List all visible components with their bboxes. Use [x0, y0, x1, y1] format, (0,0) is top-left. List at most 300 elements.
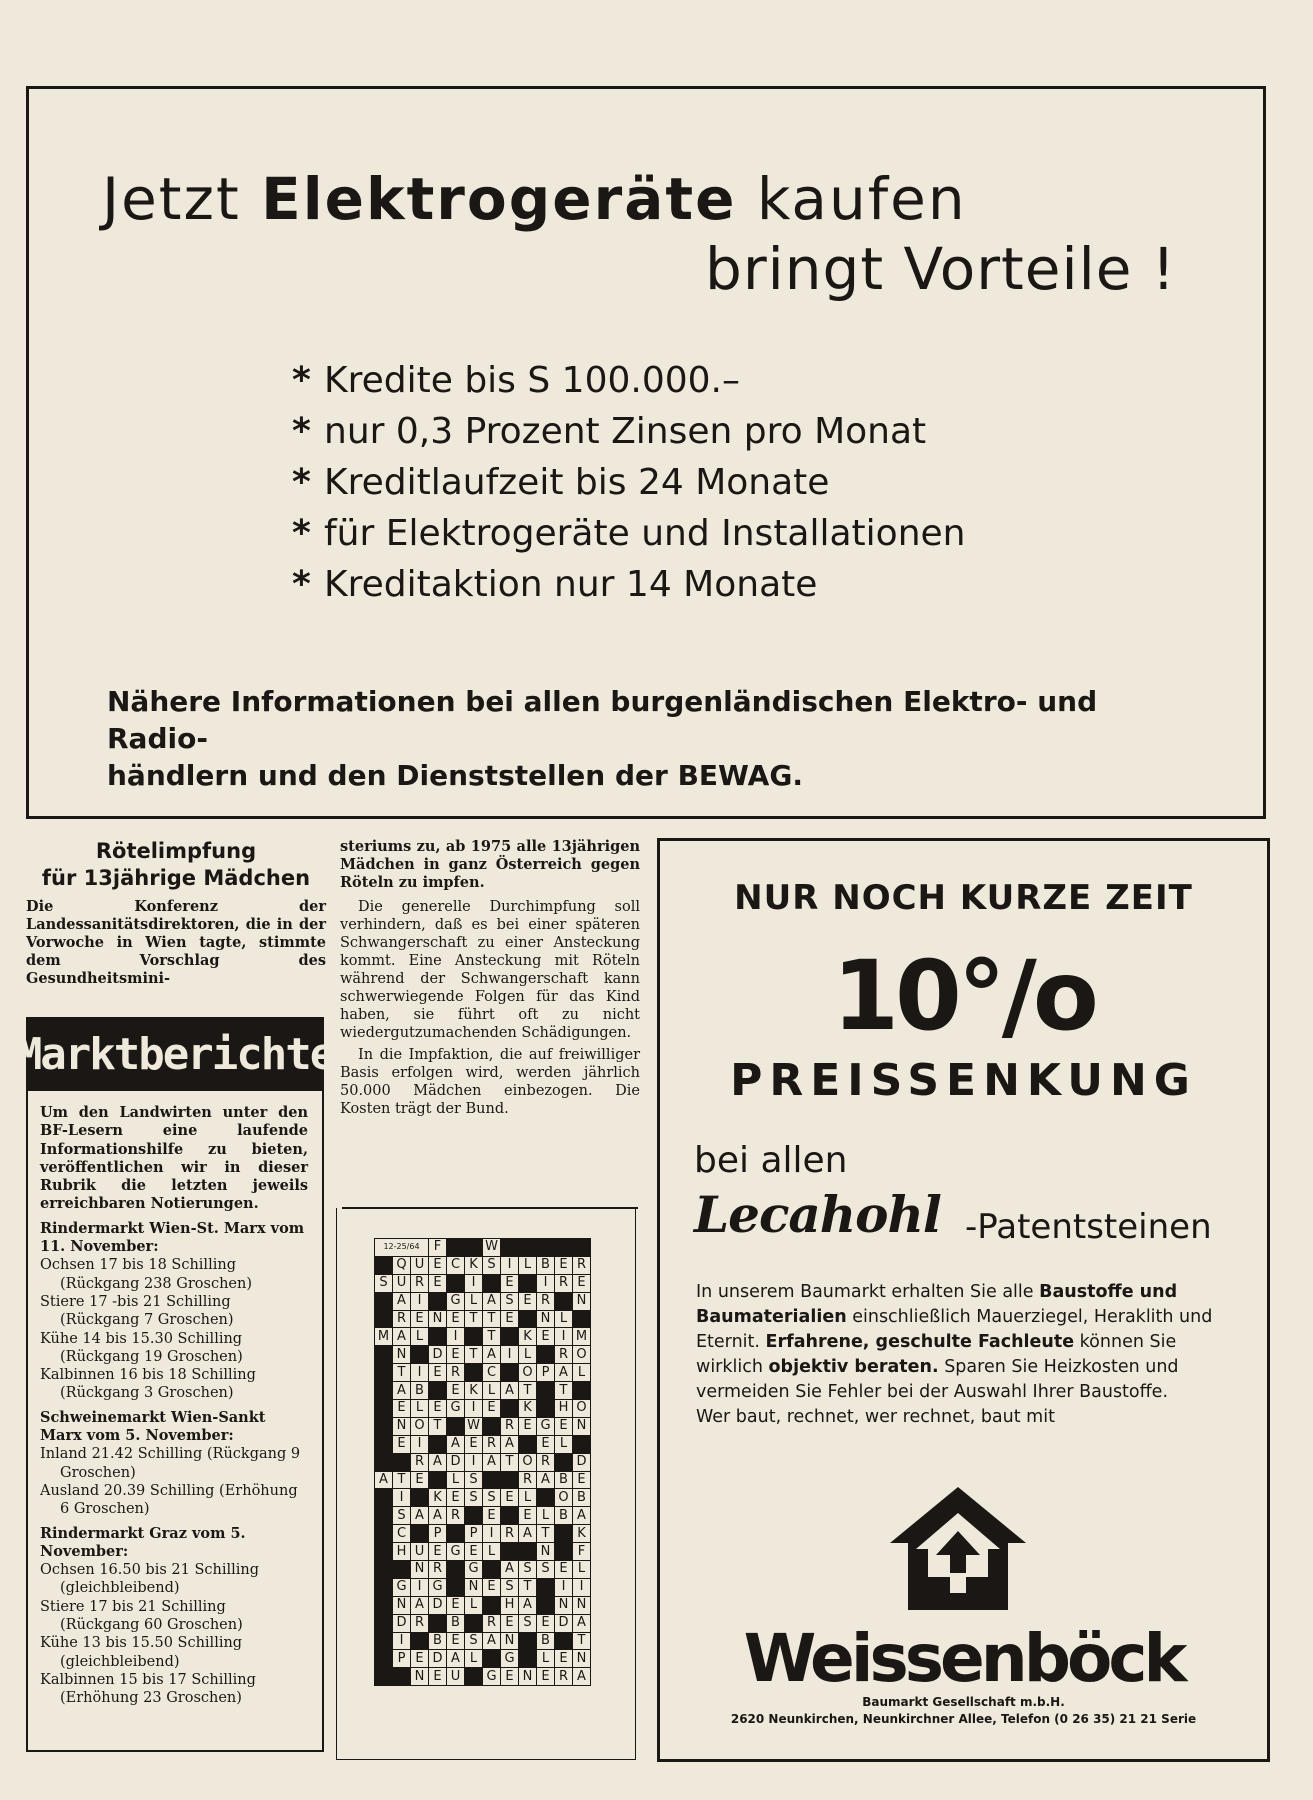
puzzle-letter-cell: L	[483, 1382, 501, 1400]
puzzle-letter-cell: I	[555, 1328, 573, 1346]
puzzle-black-cell	[429, 1435, 447, 1453]
puzzle-letter-cell: E	[411, 1650, 429, 1668]
puzzle-letter-cell: N	[573, 1292, 591, 1310]
puzzle-row	[375, 1435, 591, 1453]
puzzle-letter-cell: B	[555, 1471, 573, 1489]
puzzle-letter-cell: I	[483, 1525, 501, 1543]
puzzle-row	[375, 1239, 591, 1257]
puzzle-row	[375, 1417, 591, 1435]
puzzle-letter-cell: E	[519, 1507, 537, 1525]
puzzle-letter-cell: I	[465, 1400, 483, 1418]
puzzle-black-cell	[501, 1507, 519, 1525]
puzzle-black-cell	[375, 1256, 393, 1274]
puzzle-black-cell	[483, 1274, 501, 1292]
puzzle-letter-cell: P	[429, 1525, 447, 1543]
puzzle-row	[375, 1400, 591, 1418]
market-report-banner: Marktberichte	[26, 1017, 324, 1091]
puzzle-letter-cell: L	[465, 1292, 483, 1310]
puzzle-letter-cell: G	[393, 1578, 411, 1596]
puzzle-black-cell	[465, 1507, 483, 1525]
puzzle-letter-cell: D	[555, 1614, 573, 1632]
puzzle-letter-cell: E	[501, 1489, 519, 1507]
puzzle-black-cell	[573, 1435, 591, 1453]
puzzle-letter-cell: K	[573, 1525, 591, 1543]
puzzle-letter-cell: I	[393, 1632, 411, 1650]
puzzle-letter-cell: R	[519, 1471, 537, 1489]
puzzle-black-cell	[519, 1543, 537, 1561]
puzzle-letter-cell: K	[519, 1328, 537, 1346]
puzzle-letter-cell: R	[411, 1453, 429, 1471]
puzzle-black-cell	[519, 1435, 537, 1453]
puzzle-letter-cell: I	[411, 1364, 429, 1382]
puzzle-letter-cell: L	[573, 1561, 591, 1579]
puzzle-letter-cell: U	[447, 1668, 465, 1686]
puzzle-letter-cell: E	[555, 1561, 573, 1579]
puzzle-letter-cell: L	[465, 1650, 483, 1668]
puzzle-letter-cell: G	[501, 1650, 519, 1668]
company-subtitle: Baumarkt Gesellschaft m.b.H.	[862, 1695, 1065, 1709]
puzzle-letter-cell: A	[573, 1668, 591, 1686]
puzzle-letter-cell: A	[393, 1382, 411, 1400]
puzzle-letter-cell: E	[519, 1292, 537, 1310]
puzzle-letter-cell: E	[555, 1417, 573, 1435]
puzzle-letter-cell: N	[573, 1596, 591, 1614]
puzzle-letter-cell: O	[519, 1453, 537, 1471]
puzzle-black-cell	[501, 1239, 519, 1257]
puzzle-black-cell	[393, 1561, 411, 1579]
puzzle-letter-cell: L	[483, 1543, 501, 1561]
puzzle-letter-cell: E	[429, 1543, 447, 1561]
puzzle-row	[375, 1292, 591, 1310]
puzzle-row	[375, 1346, 591, 1364]
puzzle-row	[375, 1650, 591, 1668]
puzzle-letter-cell: A	[519, 1525, 537, 1543]
puzzle-black-cell	[429, 1292, 447, 1310]
puzzle-black-cell	[573, 1310, 591, 1328]
puzzle-black-cell	[375, 1650, 393, 1668]
puzzle-black-cell	[465, 1328, 483, 1346]
puzzle-letter-cell: N	[573, 1417, 591, 1435]
puzzle-black-cell	[483, 1650, 501, 1668]
puzzle-letter-cell: G	[537, 1417, 555, 1435]
bullet-item: * nur 0,3 Prozent Zinsen pro Monat	[292, 406, 965, 457]
puzzle-letter-cell: C	[447, 1256, 465, 1274]
puzzle-letter-cell: Q	[393, 1256, 411, 1274]
puzzle-letter-cell: C	[483, 1364, 501, 1382]
puzzle-row	[375, 1489, 591, 1507]
puzzle-row	[375, 1578, 591, 1596]
discount-percent: 10°/o	[832, 940, 1095, 1052]
market-price-item: Inland 21.42 Schilling (Rückgang 9 Groschen)	[40, 1446, 301, 1481]
puzzle-letter-cell: E	[429, 1668, 447, 1686]
article-paragraph: In die Impfaktion, die auf freiwilliger Basis erfolgen wird, werden jährlich 50.000 Mädchen einbezogen. Die Kosten trägt der Bund.	[340, 1047, 640, 1117]
market-report-body	[40, 1104, 308, 1708]
puzzle-letter-cell: N	[537, 1543, 555, 1561]
puzzle-letter-cell: A	[519, 1596, 537, 1614]
puzzle-black-cell	[537, 1346, 555, 1364]
puzzle-row	[375, 1668, 591, 1686]
puzzle-letter-cell: A	[447, 1435, 465, 1453]
market-price-item: Ausland 20.39 Schilling (Erhöhung 6 Groschen)	[40, 1482, 298, 1518]
puzzle-letter-cell: A	[573, 1614, 591, 1632]
market-price-item: Kalbinnen 15 bis 17 Schilling (Erhöhung 23 Groschen)	[40, 1671, 256, 1707]
puzzle-letter-cell: L	[555, 1310, 573, 1328]
bullet-star-icon: *	[292, 411, 311, 452]
market-price-item: Stiere 17 bis 21 Schilling (Rückgang 60 Groschen)	[40, 1598, 243, 1634]
puzzle-letter-cell: R	[555, 1346, 573, 1364]
puzzle-letter-cell: N	[501, 1632, 519, 1650]
puzzle-black-cell	[375, 1632, 393, 1650]
puzzle-letter-cell: A	[429, 1453, 447, 1471]
puzzle-letter-cell: S	[519, 1561, 537, 1579]
puzzle-letter-cell: S	[501, 1292, 519, 1310]
puzzle-row	[375, 1364, 591, 1382]
puzzle-black-cell	[447, 1274, 465, 1292]
market-section-heading: Schweinemarkt Wien-Sankt Marx vom 5. November:	[40, 1408, 266, 1445]
puzzle-letter-cell: B	[429, 1632, 447, 1650]
puzzle-row	[375, 1543, 591, 1561]
puzzle-letter-cell: A	[447, 1650, 465, 1668]
puzzle-black-cell	[393, 1668, 411, 1686]
puzzle-letter-cell: E	[537, 1668, 555, 1686]
puzzle-letter-cell: D	[429, 1346, 447, 1364]
puzzle-letter-cell: R	[393, 1310, 411, 1328]
puzzle-letter-cell: K	[429, 1489, 447, 1507]
puzzle-black-cell	[429, 1382, 447, 1400]
puzzle-black-cell	[537, 1489, 555, 1507]
puzzle-letter-cell: R	[537, 1292, 555, 1310]
puzzle-letter-cell: O	[411, 1417, 429, 1435]
puzzle-letter-cell: N	[393, 1417, 411, 1435]
puzzle-letter-cell: N	[393, 1346, 411, 1364]
puzzle-black-cell	[465, 1364, 483, 1382]
puzzle-letter-cell: W	[465, 1417, 483, 1435]
puzzle-letter-cell: T	[483, 1310, 501, 1328]
puzzle-black-cell	[375, 1543, 393, 1561]
puzzle-black-cell	[375, 1364, 393, 1382]
puzzle-letter-cell: S	[483, 1256, 501, 1274]
footer-line: Nähere Informationen bei allen burgenländischen Elektro- und Radio-	[107, 685, 1098, 755]
puzzle-row	[375, 1525, 591, 1543]
puzzle-black-cell	[555, 1543, 573, 1561]
puzzle-letter-cell: S	[501, 1578, 519, 1596]
puzzle-black-cell	[483, 1561, 501, 1579]
puzzle-letter-cell: A	[429, 1507, 447, 1525]
company-address: 2620 Neunkirchen, Neunkirchner Allee, Telefon (0 26 35) 21 21 Serie	[730, 1712, 1197, 1726]
footer-line: händlern und den Dienststellen der BEWAG.	[107, 759, 803, 792]
puzzle-letter-cell: A	[555, 1364, 573, 1382]
puzzle-letter-cell: I	[537, 1274, 555, 1292]
bullet-item: * Kredite bis S 100.000.–	[292, 355, 965, 406]
puzzle-black-cell	[393, 1453, 411, 1471]
puzzle-row	[375, 1328, 591, 1346]
puzzle-black-cell	[375, 1292, 393, 1310]
puzzle-letter-cell: P	[465, 1525, 483, 1543]
puzzle-black-cell	[375, 1346, 393, 1364]
puzzle-letter-cell: S	[465, 1471, 483, 1489]
puzzle-black-cell	[447, 1578, 465, 1596]
puzzle-black-cell	[573, 1239, 591, 1257]
puzzle-black-cell	[501, 1471, 519, 1489]
puzzle-black-cell	[501, 1364, 519, 1382]
puzzle-letter-cell: E	[537, 1435, 555, 1453]
puzzle-letter-cell: E	[411, 1310, 429, 1328]
puzzle-letter-cell: R	[555, 1274, 573, 1292]
puzzle-letter-cell: H	[555, 1400, 573, 1418]
puzzle-row	[375, 1596, 591, 1614]
bullet-item: * Kreditlaufzeit bis 24 Monate	[292, 457, 965, 508]
puzzle-letter-cell: E	[483, 1578, 501, 1596]
puzzle-black-cell	[375, 1435, 393, 1453]
puzzle-letter-cell: R	[447, 1364, 465, 1382]
puzzle-letter-cell: C	[393, 1525, 411, 1543]
puzzle-letter-cell: K	[519, 1400, 537, 1418]
ad-bullet-list	[292, 355, 965, 610]
puzzle-letter-cell: T	[393, 1364, 411, 1382]
puzzle-row	[375, 1310, 591, 1328]
puzzle-black-cell	[483, 1417, 501, 1435]
puzzle-letter-cell: E	[429, 1256, 447, 1274]
puzzle-black-cell	[537, 1239, 555, 1257]
puzzle-letter-cell: I	[393, 1489, 411, 1507]
puzzle-black-cell	[555, 1525, 573, 1543]
puzzle-letter-cell: E	[447, 1489, 465, 1507]
headline-bold: Elektrogeräte	[261, 165, 737, 233]
puzzle-letter-cell: E	[447, 1596, 465, 1614]
puzzle-letter-cell: A	[483, 1632, 501, 1650]
puzzle-letter-cell: E	[465, 1543, 483, 1561]
price-reduction: PREISSENKUNG	[730, 1055, 1197, 1106]
puzzle-letter-cell: T	[519, 1382, 537, 1400]
puzzle-letter-cell: L	[519, 1256, 537, 1274]
puzzle-black-cell	[537, 1578, 555, 1596]
puzzle-letter-cell: E	[393, 1400, 411, 1418]
puzzle-letter-cell: R	[501, 1525, 519, 1543]
puzzle-letter-cell: S	[483, 1489, 501, 1507]
puzzle-letter-cell: D	[429, 1596, 447, 1614]
puzzle-letter-cell: E	[447, 1632, 465, 1650]
puzzle-letter-cell: E	[393, 1435, 411, 1453]
puzzle-letter-cell: L	[555, 1435, 573, 1453]
puzzle-letter-cell: R	[429, 1561, 447, 1579]
article-lead: Die Konferenz der Landessanitätsdirektoren, die in der Vorwoche in Wien tagte, stimmte dem Vorschlag des Gesundheitsmini-	[26, 898, 326, 987]
puzzle-black-cell	[447, 1417, 465, 1435]
puzzle-letter-cell: F	[573, 1543, 591, 1561]
puzzle-letter-cell: L	[411, 1400, 429, 1418]
puzzle-row	[375, 1256, 591, 1274]
puzzle-letter-cell: S	[465, 1632, 483, 1650]
puzzle-black-cell	[465, 1668, 483, 1686]
puzzle-letter-cell: M	[573, 1328, 591, 1346]
puzzle-letter-cell: H	[393, 1543, 411, 1561]
puzzle-letter-cell: E	[483, 1400, 501, 1418]
puzzle-letter-cell: N	[411, 1668, 429, 1686]
puzzle-letter-cell: I	[573, 1578, 591, 1596]
puzzle-letter-cell: A	[501, 1435, 519, 1453]
lecahohl-logo: Lecahohl	[694, 1185, 941, 1244]
article-title: Rötelimpfung für 13jährige Mädchen	[41, 839, 311, 890]
puzzle-letter-cell: D	[447, 1453, 465, 1471]
puzzle-letter-cell: A	[411, 1596, 429, 1614]
puzzle-black-cell	[411, 1525, 429, 1543]
puzzle-letter-cell: E	[447, 1310, 465, 1328]
puzzle-letter-cell: A	[501, 1382, 519, 1400]
bullet-star-icon: *	[292, 564, 311, 605]
puzzle-black-cell	[375, 1525, 393, 1543]
puzzle-letter-cell: S	[537, 1561, 555, 1579]
puzzle-letter-cell: L	[447, 1471, 465, 1489]
puzzle-letter-cell: D	[393, 1614, 411, 1632]
bullet-star-icon: *	[292, 513, 311, 554]
puzzle-letter-cell: A	[501, 1561, 519, 1579]
puzzle-letter-cell: A	[483, 1292, 501, 1310]
puzzle-letter-cell: B	[573, 1489, 591, 1507]
puzzle-letter-cell: O	[519, 1364, 537, 1382]
puzzle-letter-cell: I	[465, 1453, 483, 1471]
puzzle-letter-cell: U	[411, 1256, 429, 1274]
puzzle-letter-cell: R	[483, 1614, 501, 1632]
puzzle-letter-cell: E	[501, 1614, 519, 1632]
bullet-star-icon: *	[292, 462, 311, 503]
market-section-heading: Rindermarkt Graz vom 5. November:	[40, 1524, 246, 1560]
puzzle-black-cell	[375, 1596, 393, 1614]
puzzle-letter-cell: E	[483, 1507, 501, 1525]
puzzle-letter-cell: R	[501, 1417, 519, 1435]
puzzle-black-cell	[465, 1239, 483, 1257]
puzzle-row	[375, 1382, 591, 1400]
puzzle-letter-cell: T	[393, 1471, 411, 1489]
puzzle-black-cell	[447, 1239, 465, 1257]
puzzle-black-cell	[501, 1328, 519, 1346]
puzzle-letter-cell: A	[483, 1346, 501, 1364]
puzzle-black-cell	[519, 1310, 537, 1328]
puzzle-letter-cell: W	[483, 1239, 501, 1257]
puzzle-letter-cell: G	[447, 1543, 465, 1561]
puzzle-letter-cell: T	[465, 1346, 483, 1364]
puzzle-letter-cell: M	[375, 1328, 393, 1346]
puzzle-letter-cell: L	[573, 1364, 591, 1382]
puzzle-letter-cell: E	[429, 1274, 447, 1292]
puzzle-letter-cell: A	[393, 1292, 411, 1310]
puzzle-letter-cell: B	[537, 1632, 555, 1650]
puzzle-letter-cell: I	[555, 1578, 573, 1596]
puzzle-letter-cell: N	[519, 1668, 537, 1686]
weissenboeck-logo-icon	[888, 1485, 1028, 1615]
puzzle-letter-cell: R	[573, 1256, 591, 1274]
puzzle-letter-cell: G	[447, 1400, 465, 1418]
puzzle-black-cell	[519, 1632, 537, 1650]
ad-headline: NUR NOCH KURZE ZEIT	[734, 878, 1193, 918]
puzzle-letter-cell: O	[573, 1346, 591, 1364]
puzzle-letter-cell: E	[537, 1328, 555, 1346]
puzzle-letter-cell: N	[537, 1310, 555, 1328]
puzzle-letter-cell: N	[393, 1596, 411, 1614]
puzzle-letter-cell: I	[411, 1435, 429, 1453]
puzzle-black-cell	[519, 1274, 537, 1292]
puzzle-letter-cell: P	[393, 1650, 411, 1668]
puzzle-letter-cell: E	[429, 1364, 447, 1382]
market-price-item: Kalbinnen 16 bis 18 Schilling (Rückgang 3 Groschen)	[40, 1367, 256, 1402]
puzzle-black-cell	[375, 1453, 393, 1471]
puzzle-letter-cell: P	[537, 1364, 555, 1382]
puzzle-black-cell	[375, 1614, 393, 1632]
article-lead-continued: steriums zu, ab 1975 alle 13jährigen Mädchen in ganz Österreich gegen Röteln zu impfen.	[340, 838, 640, 891]
puzzle-letter-cell: T	[483, 1328, 501, 1346]
ad-footer-info	[107, 683, 1207, 794]
puzzle-letter-cell: B	[411, 1382, 429, 1400]
puzzle-letter-cell: L	[411, 1328, 429, 1346]
puzzle-letter-cell: T	[465, 1310, 483, 1328]
article-paragraph: Die generelle Durchimpfung soll verhindern, daß es bei einer späteren Schwangerschaft zu einer Ansteckung kommt. Eine Ansteckung mit Röteln während der Schwangerschaft kann schwerwiegende Folgen für das Kind haben, sie führt oft zu nicht wiedergutzumachenden Schädigungen.	[340, 899, 640, 1041]
puzzle-black-cell	[555, 1453, 573, 1471]
puzzle-letter-cell: R	[555, 1668, 573, 1686]
puzzle-letter-cell: S	[375, 1274, 393, 1292]
puzzle-letter-cell: T	[537, 1525, 555, 1543]
puzzle-letter-cell: E	[501, 1274, 519, 1292]
puzzle-letter-cell: T	[501, 1453, 519, 1471]
puzzle-black-cell	[555, 1292, 573, 1310]
puzzle-letter-cell: I	[411, 1578, 429, 1596]
puzzle-row	[375, 1471, 591, 1489]
puzzle-letter-cell: E	[537, 1614, 555, 1632]
puzzle-black-cell	[429, 1614, 447, 1632]
puzzle-letter-cell: U	[393, 1274, 411, 1292]
puzzle-black-cell	[411, 1489, 429, 1507]
puzzle-black-cell	[429, 1328, 447, 1346]
puzzle-letter-cell: O	[573, 1400, 591, 1418]
puzzle-letter-cell: A	[537, 1471, 555, 1489]
puzzle-black-cell	[573, 1382, 591, 1400]
market-section-heading: Rindermarkt Wien-St. Marx vom 11. November:	[40, 1219, 305, 1256]
puzzle-letter-cell: L	[519, 1489, 537, 1507]
market-price-item: Ochsen 17 bis 18 Schilling (Rückgang 238 Groschen)	[40, 1257, 252, 1292]
ad-body-text: In unserem Baumarkt erhalten Sie alle Baustoffe und Baumaterialien einschließlich Mauerziegel, Heraklith und Eternit. Erfahrene, geschulte Fachleute können Sie wirklich objektiv beraten. Sparen Sie Heizkosten und vermeiden Sie Fehler bei der Auswahl Ihrer Baustoffe. Wer baut, rechnet, wer rechnet, baut mit	[696, 1282, 1213, 1427]
puzzle-black-cell	[375, 1310, 393, 1328]
puzzle-black-cell	[537, 1382, 555, 1400]
puzzle-letter-cell: L	[519, 1346, 537, 1364]
bullet-item: * Kreditaktion nur 14 Monate	[292, 559, 965, 610]
puzzle-letter-cell: E	[411, 1471, 429, 1489]
puzzle-letter-cell: E	[465, 1435, 483, 1453]
puzzle-letter-cell: S	[519, 1614, 537, 1632]
company-name: Weissenböck	[743, 1620, 1184, 1697]
puzzle-letter-cell: I	[411, 1292, 429, 1310]
puzzle-black-cell	[501, 1400, 519, 1418]
article-roetelimpfung	[26, 838, 326, 988]
puzzle-letter-cell: R	[411, 1274, 429, 1292]
puzzle-black-cell	[555, 1239, 573, 1257]
puzzle-black-cell	[447, 1525, 465, 1543]
puzzle-black-cell	[375, 1507, 393, 1525]
puzzle-black-cell	[519, 1650, 537, 1668]
puzzle-row	[375, 1614, 591, 1632]
headline-pre: Jetzt	[102, 165, 241, 233]
puzzle-letter-cell: E	[519, 1417, 537, 1435]
puzzle-letter-cell: A	[411, 1507, 429, 1525]
market-price-item: Stiere 17 -bis 21 Schilling (Rückgang 7 Groschen)	[40, 1293, 234, 1329]
puzzle-letter-cell: B	[555, 1507, 573, 1525]
puzzle-black-cell	[429, 1471, 447, 1489]
puzzle-letter-cell: L	[537, 1507, 555, 1525]
puzzle-black-cell	[375, 1489, 393, 1507]
puzzle-letter-cell: T	[555, 1382, 573, 1400]
market-intro: Um den Landwirten unter den BF-Lesern eine laufende Informationshilfe zu bieten, veröffentlichen wir in dieser Rubrik die letzten jeweils erreichbaren Notierungen.	[40, 1104, 308, 1213]
puzzle-letter-cell: L	[537, 1650, 555, 1668]
puzzle-black-cell	[375, 1417, 393, 1435]
puzzle-letter-cell: T	[573, 1632, 591, 1650]
puzzle-letter-cell: N	[465, 1578, 483, 1596]
article-continuation	[340, 838, 640, 1118]
